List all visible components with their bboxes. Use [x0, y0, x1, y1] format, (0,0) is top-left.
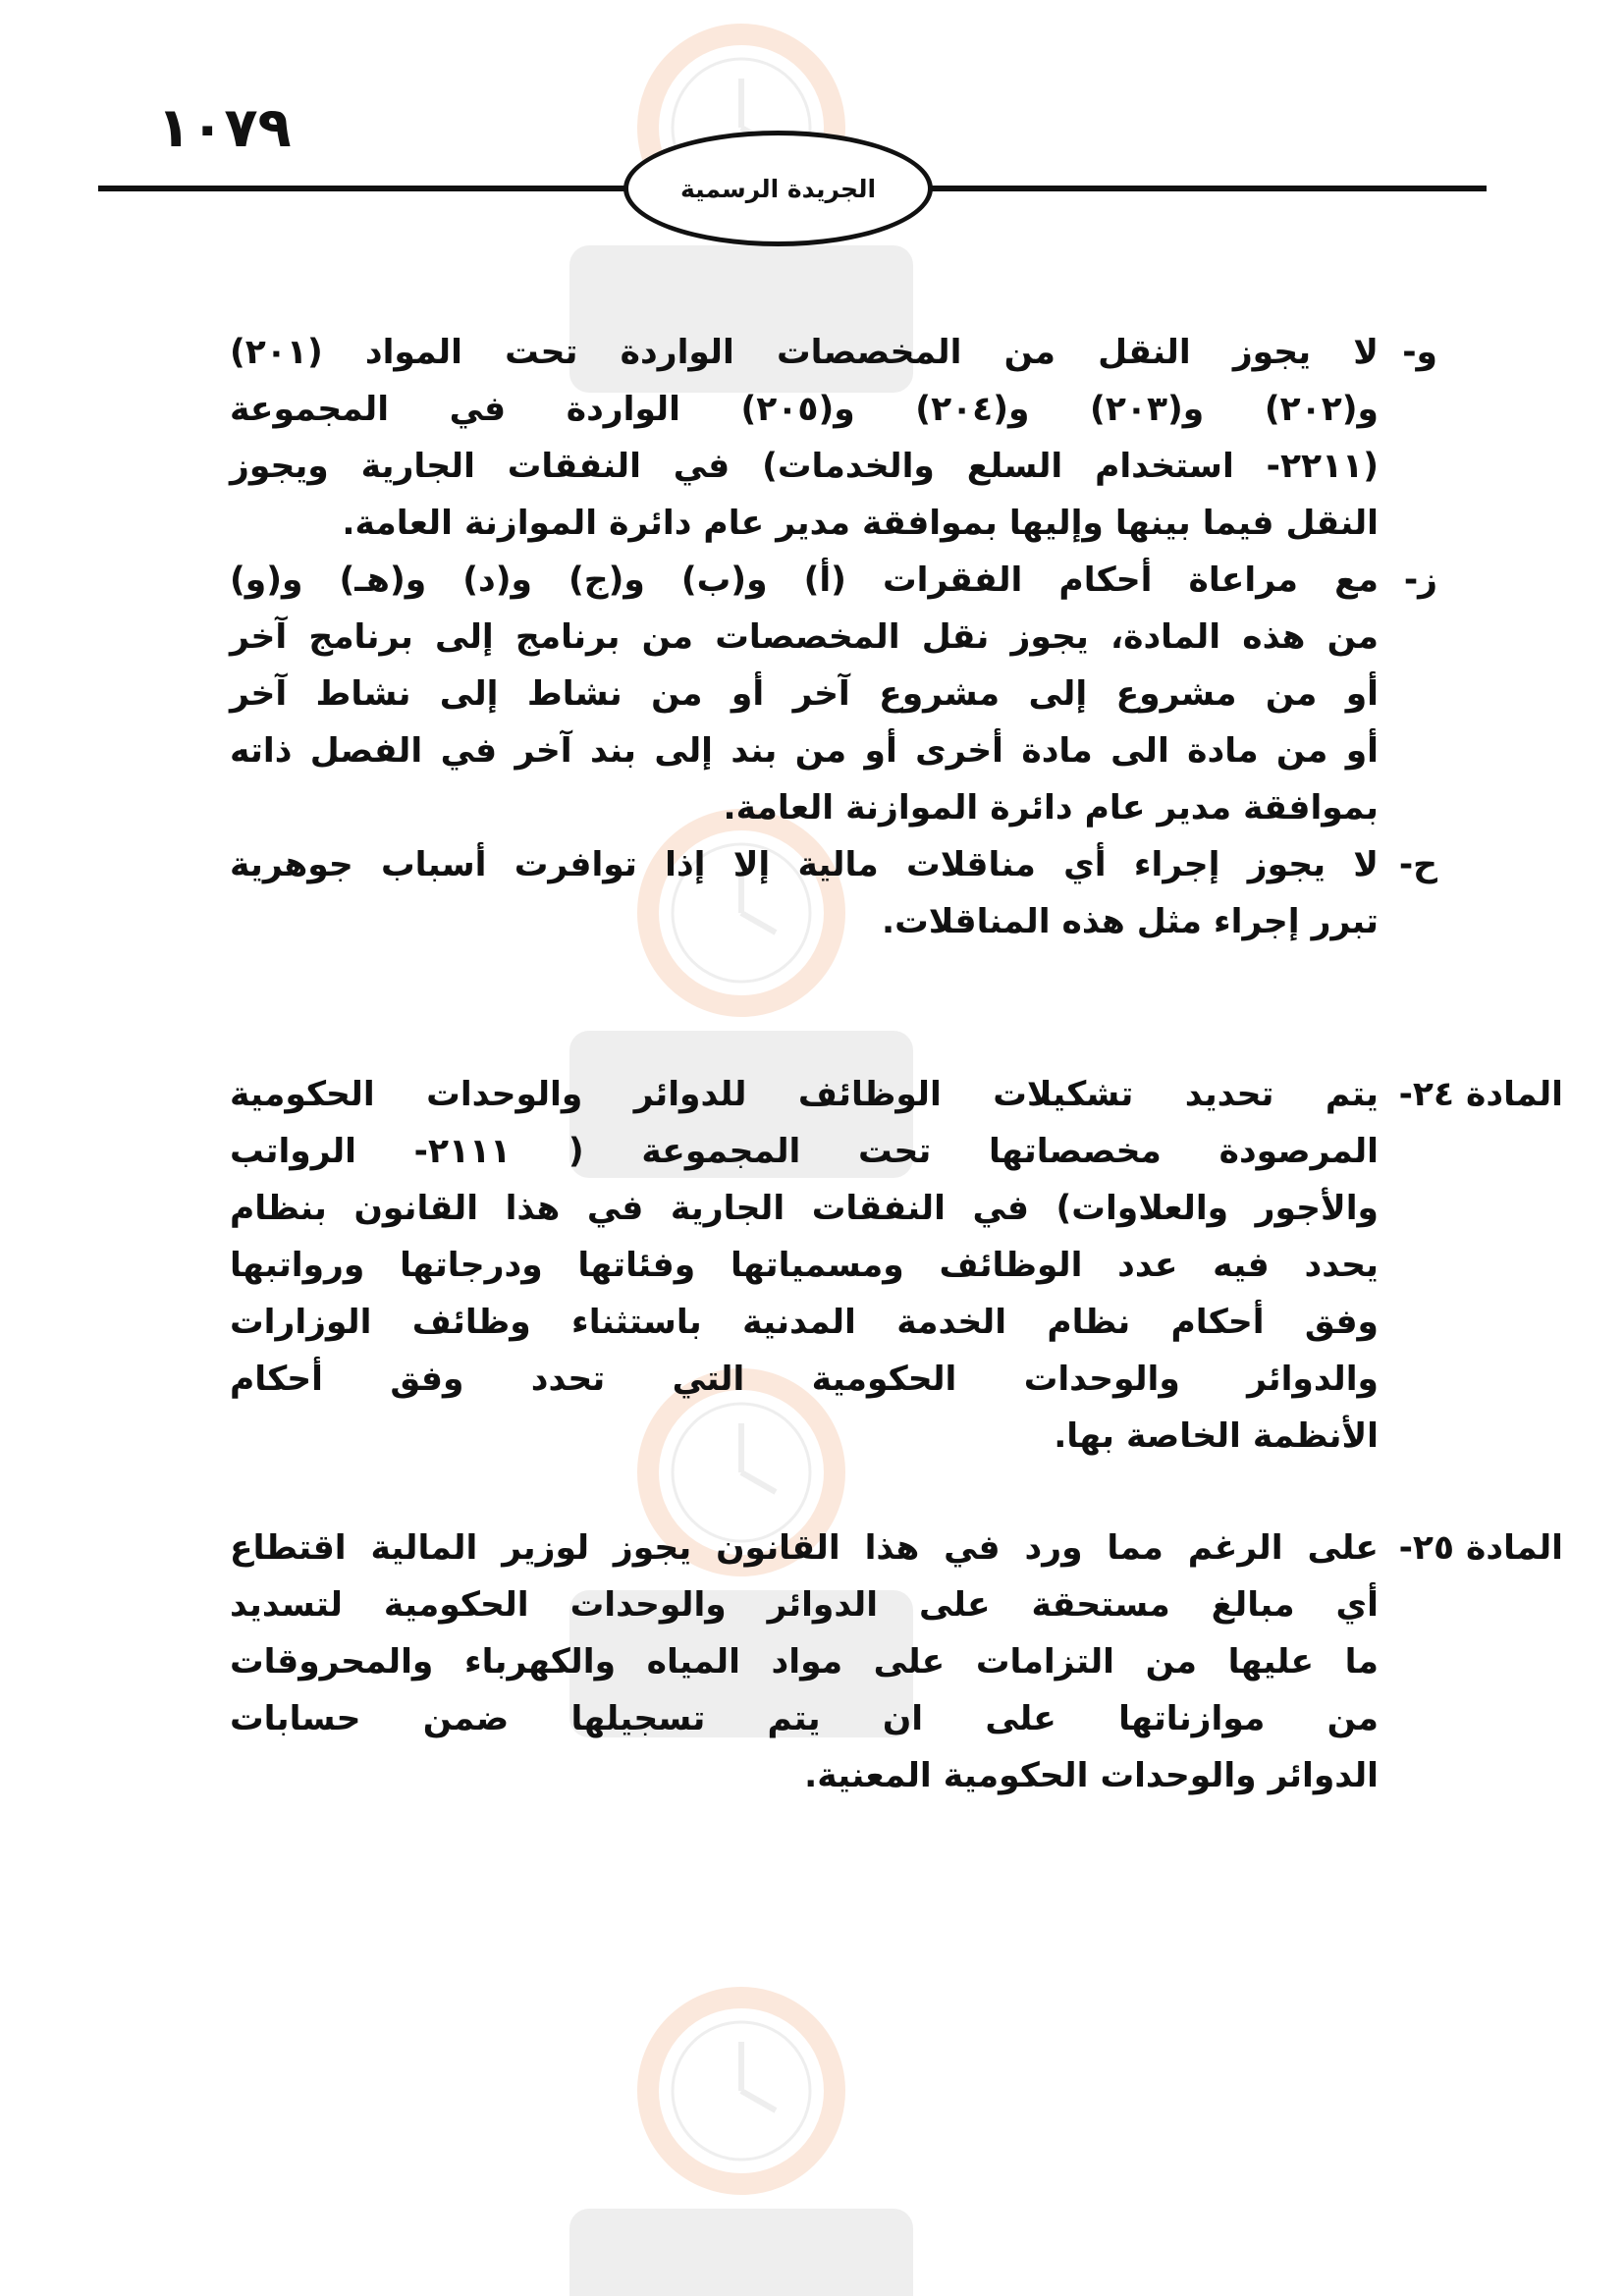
- article-line: يحدد فيه عدد الوظائف ومسمياتها وفئاتها ودرجاتها ورواتبها: [230, 1246, 1379, 1285]
- gazette-title: الجريدة الرسمية: [679, 174, 877, 203]
- article-marker: المادة ٢٥-: [1398, 1528, 1563, 1568]
- clause-waw: [230, 324, 1437, 552]
- watermark-clock-icon: [511, 1983, 972, 2296]
- clause-ha: [230, 836, 1437, 950]
- clause-line: تبرر إجراء مثل هذه المناقلات.: [882, 902, 1379, 941]
- article-line: الدوائر والوحدات الحكومية المعنية.: [804, 1756, 1379, 1795]
- article-line: الأنظمة الخاصة بها.: [1054, 1416, 1379, 1456]
- clause-line: النقل فيما بينها وإليها بموافقة مدير عام دائرة الموازنة العامة.: [342, 504, 1379, 543]
- clause-line: أو من مادة الى مادة أخرى أو من بند إلى بند آخر في الفصل ذاته: [230, 731, 1379, 771]
- article-line: أي مبالغ مستحقة على الدوائر والوحدات الحكومية لتسديد: [230, 1585, 1379, 1625]
- article-line: المرصودة مخصصاتها تحت المجموعة ( ٢١١١- الرواتب: [230, 1132, 1379, 1171]
- clause-line: (٢٢١١- استخدام السلع والخدمات) في النفقات الجارية ويجوز: [230, 447, 1379, 486]
- clause-line: من هذه المادة، يجوز نقل المخصصات من برنامج إلى برنامج آخر: [230, 617, 1379, 657]
- article-marker: المادة ٢٤-: [1398, 1075, 1563, 1114]
- clause-line: لا يجوز النقل من المخصصات الواردة تحت المواد (٢٠١): [230, 333, 1379, 372]
- gazette-title-oval: [623, 131, 933, 246]
- clause-marker: ح-: [1398, 845, 1437, 884]
- clause-line: بموافقة مدير عام دائرة الموازنة العامة.: [723, 788, 1379, 828]
- document-body: [230, 324, 1563, 1804]
- article-line: ما عليها من التزامات على مواد المياه والكهرباء والمحروقات: [230, 1642, 1379, 1682]
- clause-line: مع مراعاة أحكام الفقرات (أ) و(ب) و(ج) و(د) و(هـ) و(و): [230, 561, 1379, 600]
- clause-line: أو من مشروع إلى مشروع آخر أو من نشاط إلى نشاط آخر: [230, 674, 1379, 714]
- clause-zay: [230, 552, 1437, 836]
- article-25: [230, 1520, 1563, 1804]
- clause-marker: و-: [1402, 333, 1437, 372]
- watermark-logo: [511, 1983, 972, 2296]
- page-number: ١٠٧٩: [157, 96, 292, 160]
- article-24: [230, 1066, 1563, 1465]
- clause-line: و(٢٠٢) و(٢٠٣) و(٢٠٤) و(٢٠٥) الواردة في المجموعة: [230, 390, 1379, 429]
- article-line: وفق أحكام نظام الخدمة المدنية باستثناء وظائف الوزارات: [230, 1303, 1379, 1342]
- article-line: على الرغم مما ورد في هذا القانون يجوز لوزير المالية اقتطاع: [230, 1528, 1379, 1568]
- clause-marker: ز-: [1403, 561, 1437, 600]
- article-line: يتم تحديد تشكيلات الوظائف للدوائر والوحدات الحكومية: [230, 1075, 1379, 1114]
- article-line: والدوائر والوحدات الحكومية التي تحدد وفق أحكام: [230, 1360, 1379, 1399]
- article-line: من موازناتها على ان يتم تسجيلها ضمن حسابات: [230, 1699, 1379, 1738]
- clause-line: لا يجوز إجراء أي مناقلات مالية إلا إذا توافرت أسباب جوهرية: [230, 845, 1379, 884]
- article-line: والأجور والعلاوات) في النفقات الجارية في هذا القانون بنظام: [230, 1189, 1379, 1228]
